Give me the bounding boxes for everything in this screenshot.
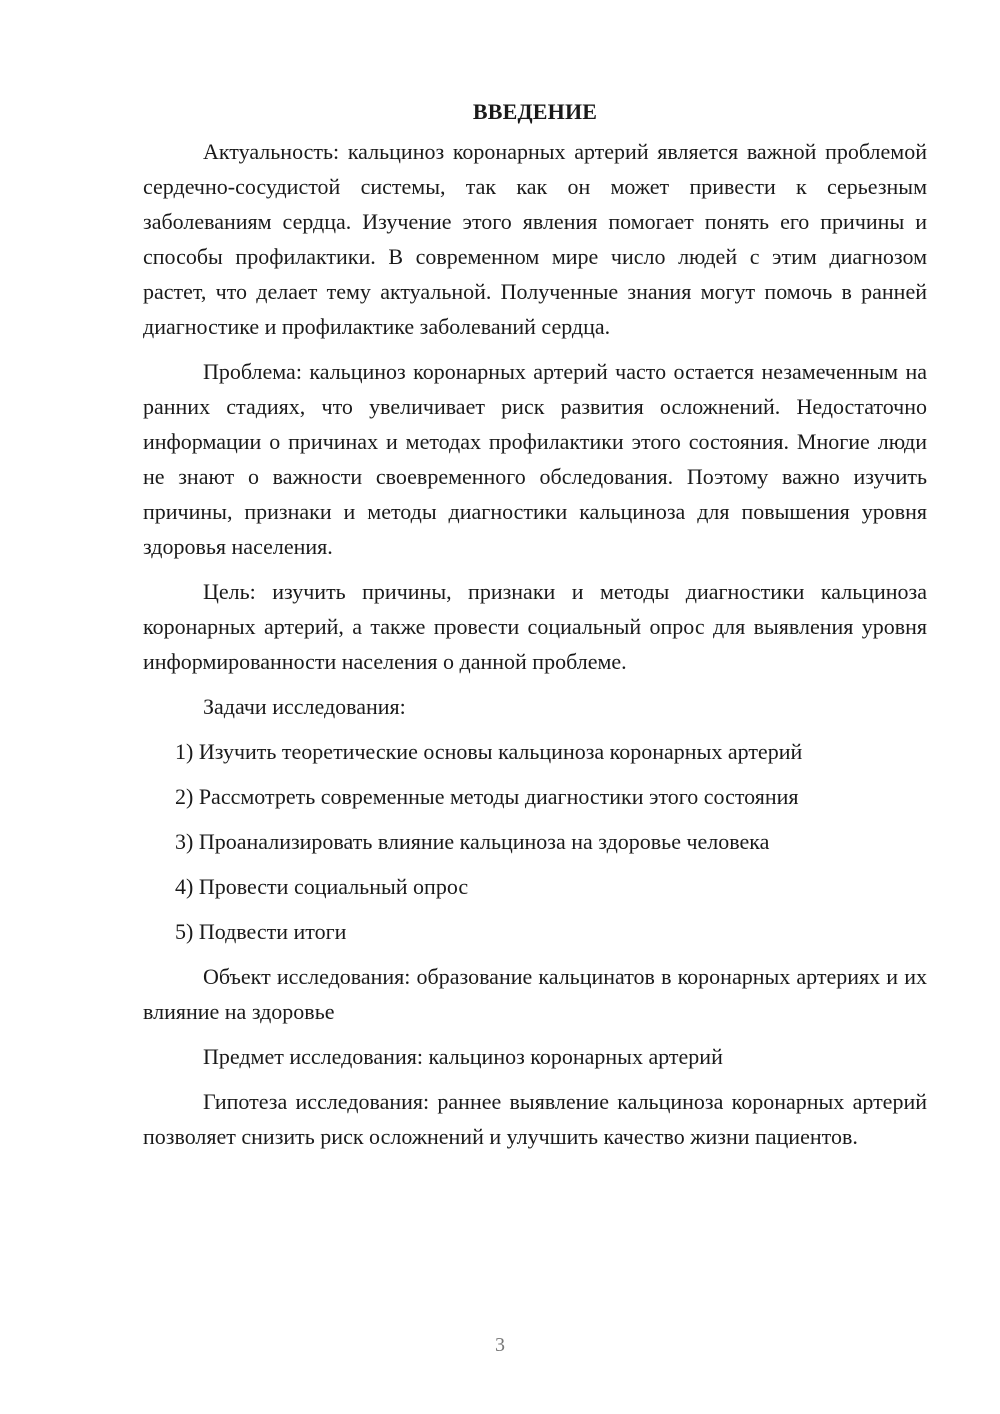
task-item: 1) Изучить теоретические основы кальциноза коронарных артерий bbox=[175, 739, 803, 764]
task-item: 4) Провести социальный опрос bbox=[175, 874, 469, 899]
goal-paragraph: Цель: изучить причины, признаки и методы диагностики кальциноза коронарных артерий, а также провести социальный опрос для выявления уровня информированности населения о данной проблеме. bbox=[143, 579, 927, 674]
task-item: 3) Проанализировать влияние кальциноза на здоровье человека bbox=[175, 829, 770, 854]
page-title: ВВЕДЕНИЕ bbox=[472, 99, 598, 124]
tasks-list bbox=[143, 734, 927, 949]
task-item: 2) Рассмотреть современные методы диагностики этого состояния bbox=[175, 784, 799, 809]
hypothesis-paragraph: Гипотеза исследования: раннее выявление кальциноза коронарных артерий позволяет снизить риск осложнений и улучшить качество жизни пациентов. bbox=[143, 1089, 927, 1149]
subject-paragraph: Предмет исследования: кальциноз коронарных артерий bbox=[203, 1044, 723, 1069]
page-content bbox=[143, 98, 927, 1164]
tasks-heading: Задачи исследования: bbox=[203, 694, 406, 719]
task-item: 5) Подвести итоги bbox=[175, 919, 347, 944]
object-paragraph: Объект исследования: образование кальцинатов в коронарных артериях и их влияние на здоровье bbox=[143, 964, 927, 1024]
problem-paragraph: Проблема: кальциноз коронарных артерий часто остается незамеченным на ранних стадиях, что увеличивает риск развития осложнений. Недостаточно информации о причинах и методах профилактики этого состояния. Многие люди не знают о важности своевременного обследования. Поэтому важно изучить причины, признаки и методы диагностики кальциноза для повышения уровня здоровья населения. bbox=[143, 359, 927, 559]
relevance-paragraph: Актуальность: кальциноз коронарных артерий является важной проблемой сердечно-сосудистой системы, так как он может привести к серьезным заболеваниям сердца. Изучение этого явления помогает понять его причины и способы профилактики. В современном мире число людей с этим диагнозом растет, что делает тему актуальной. Полученные знания могут помочь в ранней диагностике и профилактике заболеваний сердца. bbox=[143, 139, 927, 339]
page-number: 3 bbox=[495, 1334, 505, 1356]
